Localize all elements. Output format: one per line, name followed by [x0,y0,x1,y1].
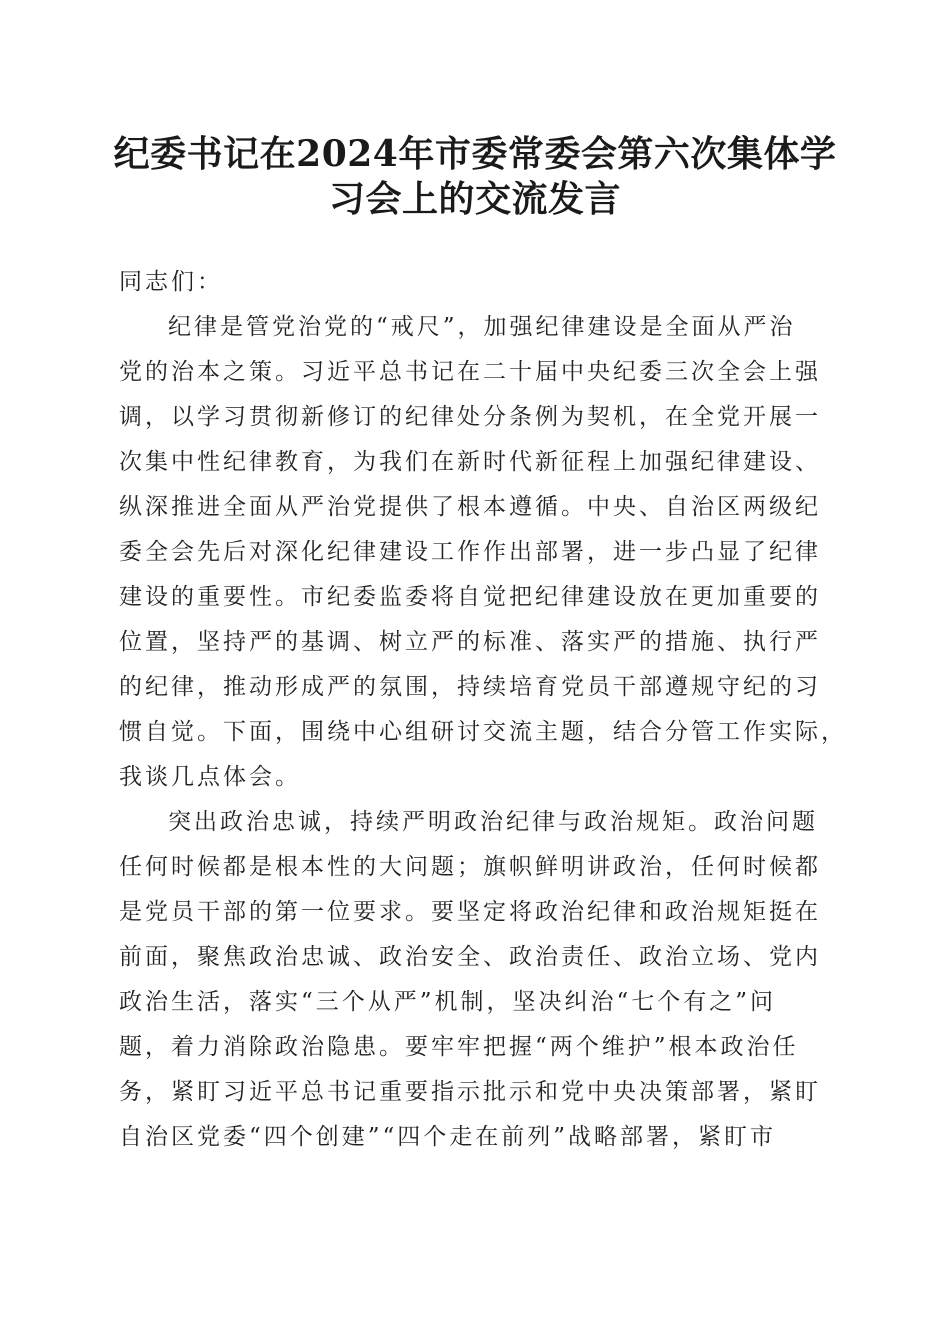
paragraph-line: 务，紧盯习近平总书记重要指示批示和党中央决策部署，紧盯 [119,1079,821,1105]
paragraph-line: 的纪律，推动形成严的氛围，持续培育党员干部遵规守纪的习 [119,674,821,700]
paragraph-line: 是党员干部的第一位要求。要坚定将政治纪律和政治规矩挺在 [119,899,821,925]
paragraph-line: 委全会先后对深化纪律建设工作作出部署，进一步凸显了纪律 [119,539,821,565]
paragraph-line: 任何时候都是根本性的大问题；旗帜鲜明讲政治，任何时候都 [119,854,821,880]
paragraph-line: 位置，坚持严的基调、树立严的标准、落实严的措施、执行严 [119,629,821,655]
document-title [100,132,850,222]
paragraph-line: 题，着力消除政治隐患。要牢牢把握“两个维护”根本政治任 [119,1034,799,1060]
salutation: 同志们： [119,269,223,295]
paragraph-line: 惯自觉。下面，围绕中心组研讨交流主题，结合分管工作实际， [119,719,847,745]
paragraph-line: 纪律是管党治党的“戒尺”，加强纪律建设是全面从严治 [168,314,796,340]
title-line-1: 纪委书记在2024年市委常委会第六次集体学 [113,133,837,175]
paragraph-line: 我谈几点体会。 [119,764,301,790]
paragraph-line: 调，以学习贯彻新修订的纪律处分条例为契机，在全党开展一 [119,404,821,430]
document-body [119,260,847,1160]
paragraph-line: 纵深推进全面从严治党提供了根本遵循。中央、自治区两级纪 [119,494,821,520]
paragraph-line: 次集中性纪律教育，为我们在新时代新征程上加强纪律建设、 [119,449,821,475]
paragraph-line: 党的治本之策。习近平总书记在二十届中央纪委三次全会上强 [119,359,821,385]
paragraph-2 [119,800,831,1160]
title-line-2: 习会上的交流发言 [328,178,621,220]
paragraph-line: 前面，聚焦政治忠诚、政治安全、政治责任、政治立场、党内 [119,944,821,970]
paragraph-1 [119,305,847,800]
paragraph-line: 建设的重要性。市纪委监委将自觉把纪律建设放在更加重要的 [119,584,821,610]
paragraph-line: 政治生活，落实“三个从严”机制，坚决纠治“七个有之”问 [119,989,777,1015]
paragraph-line: 自治区党委“四个创建”“四个走在前列”战略部署，紧盯市 [119,1124,777,1150]
paragraph-line: 突出政治忠诚，持续严明政治纪律与政治规矩。政治问题 [168,809,818,835]
